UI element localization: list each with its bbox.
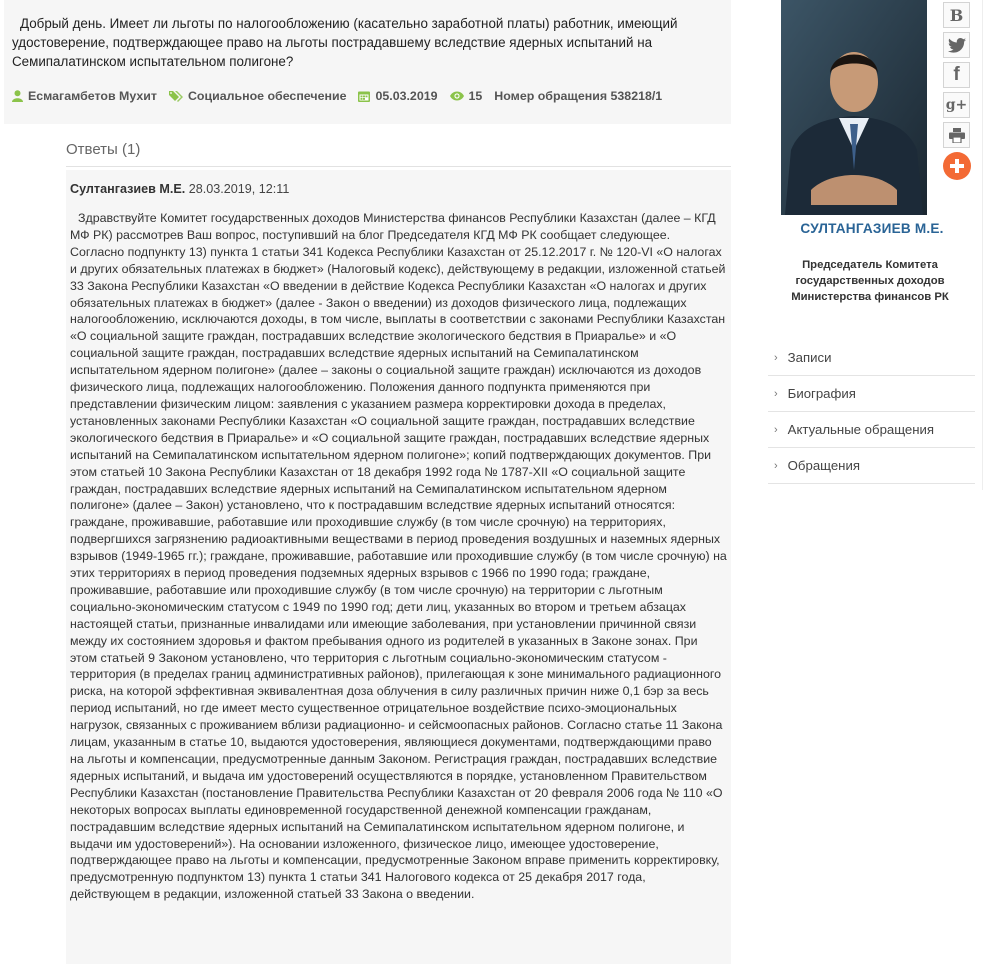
meta-date — [358, 89, 437, 103]
chairman-title: Председатель Комитета государственных доходов Министерства финансов РК — [791, 259, 949, 303]
chevron-right-icon: › — [774, 459, 778, 472]
sidebar-item-biography[interactable] — [768, 376, 975, 412]
chevron-right-icon: › — [774, 387, 778, 400]
views-count: 15 — [468, 89, 483, 103]
facebook-share-button[interactable] — [943, 62, 970, 88]
print-button[interactable] — [943, 122, 970, 148]
print-icon — [949, 128, 965, 143]
tags-icon — [169, 90, 183, 102]
sidebar-item-label: Обращения — [787, 458, 860, 473]
chevron-right-icon: › — [774, 351, 778, 364]
answer-author: Султангазиев М.Е. — [70, 182, 186, 196]
add-share-icon — [949, 158, 965, 174]
eye-icon — [450, 91, 464, 101]
request-number: Номер обращения 538218/1 — [494, 89, 663, 103]
question-meta — [12, 89, 674, 103]
more-share-button[interactable] — [943, 152, 971, 180]
vk-icon: В — [949, 5, 964, 25]
question-text: Добрый день. Имеет ли льготы по налогообложению (касательно заработной платы) работник, имеющий удостоверение, подтверждающее право на льготы пострадавшему вследствие ядерных испытаний на Семипалатинском испытательном полигоне? — [12, 16, 678, 69]
answers-title: Ответы (1) — [66, 141, 731, 167]
sidebar-item-actual-requests[interactable] — [768, 412, 975, 448]
answer-header — [70, 182, 727, 196]
sidebar-item-posts[interactable] — [768, 340, 975, 376]
answer-text: Здравствуйте Комитет государственных доходов Министерства финансов Республики Казахстан (далее – КГД МФ РК) рассмотрев Ваш вопрос, поступивший на блог Председателя КГД МФ РК сообщает следующее. Согласно подпункту 13) пункта 1 статьи 341 Кодекса Республики Казахстан от 25.12.2017 г. № 120-VI «О налогах и других обязательных платежах в бюджет» (Налоговый кодекс), действующему в редакции, изложенной статьей 33 Закона Республики Казахстан «О введении в действие Кодекса Республики Казахстан «О налогах и других обязательных платежах в бюджет» (далее - Закон о введении) из доходов физического лица, подлежащих налогообложению, исключаются доходы, в том числе, выплаты в соответствии с законами Республики Казахстан «О социальной защите граждан, пострадавших вследствие экологического бедствия в Приаралье» и «О социальной защите граждан, пострадавших вследствие ядерных испытаний на Семипалатинском испытательном ядерном полигоне» (далее – законы о социальной защите граждан) исключаются из доходов физического лица, подлежащих налогообложению. Положения данного подпункта применяются при представлении физическим лицом: заявления с указанием размера корректировки дохода в пределах, установленных законами Республики Казахстан «О социальной защите граждан, пострадавших вследствие экологического бедствия в Приаралье» и «О социальной защите граждан, пострадавших вследствие ядерных испытаний на Семипалатинском испытательном ядерном полигоне»; копий подтверждающих документов. При этом статьей 10 Закона Республики Казахстан от 18 декабря 1992 года № 1787-XII «О социальной защите граждан, пострадавших вследствие ядерных испытаний на Семипалатинском испытательном ядерном полигоне» (далее – Закон) установлено, что к пострадавшим вследствие ядерных испытаний относятся: граждане, проживавшие, работавшие или проходившие службу (в том числе срочную) на территориях, подвергшихся загрязнению радиоактивными веществами в период проведения воздушных и наземных ядерных взрывов (1949-1965 гг.); граждане, проживавшие, работавшие или проходившие службу (в том числе срочную) на этих территориях в период проведения подземных ядерных взрывов с 1966 по 1990 года; граждане, проживавшие, работавшие или проходившие службу (в том числе срочную) на территории с льготным социально-экономическим статусом с 1949 по 1990 год; дети лиц, указанных во втором и третьем абзацах настоящей статьи, признанные инвалидами или имеющие заболевания, при установлении причинной связи между их состоянием здоровья и фактом пребывания одного из родителей в указанных в Законе зонах. При этом статьей 9 Законом установлено, что территория с льготным социально-экономическим статусом - территория (в пределах границ административных районов), прилегающая к зоне минимального радиационного риска, на которой эффективная эквивалентная доза облучения в силу различных причин ниже 0,1 бэр за весь период испытаний, но где имеет место существенное отрицательное воздействие психо-эмоциональных нагрузок, связанных с проживанием вблизи радиационно- и сейсмоопасных районов. Согласно статье 11 Закона лицам, указанным в статье 10, выдаются удостоверения, являющиеся документами, подтверждающими право на льготы и компенсации, предусмотренные данным Законом. Регистрация граждан, пострадавших вследствие ядерных испытаний, и выдача им удостоверений осуществляются в порядке, установленном Правительством Республики Казахстан (постановление Правительства Республики Казахстан от 20 февраля 2006 года № 110 «О некоторых вопросах выплаты единовременной государственной денежной компенсации гражданам, пострадавшим вследствие ядерных испытаний на Семипалатинском испытательном ядерном полигоне, и выдачи им удостоверений»). На основании изложенного, физическое лицо, имеющее удостоверение, подтверждающее право на льготы и компенсации, предусмотренные Законом вправе применить корректировку, предусмотренную подпунктом 13) пункта 1 статьи 341 Налогового кодекса от 25 декабря 2017 года, действующем в редакции, изложенной статьей 33 Закона о введении. — [70, 211, 727, 902]
answer-item — [66, 170, 731, 964]
facebook-icon: f — [953, 64, 960, 85]
question-block — [4, 0, 731, 124]
chairman-photo — [781, 0, 927, 215]
author-name: Есмагамбетов Мухит — [28, 89, 157, 103]
user-icon — [12, 90, 23, 102]
google-plus-share-button[interactable] — [943, 92, 970, 118]
meta-category[interactable] — [169, 89, 347, 103]
google-plus-icon: g+ — [945, 97, 968, 113]
sidebar-item-label: Биография — [787, 386, 856, 401]
meta-author[interactable] — [12, 89, 157, 103]
social-share-bar — [943, 2, 970, 180]
sidebar-item-label: Актуальные обращения — [787, 422, 935, 437]
sidebar-menu — [768, 340, 975, 484]
chairman-name[interactable]: СУЛТАНГАЗИЕВ М.Е. — [800, 221, 944, 236]
category-label: Социальное обеспечение — [187, 89, 347, 103]
sidebar-item-requests[interactable] — [768, 448, 975, 484]
chevron-right-icon: › — [774, 423, 778, 436]
question-date: 05.03.2019 — [375, 89, 438, 103]
twitter-share-button[interactable] — [943, 32, 970, 58]
sidebar-item-label: Записи — [787, 350, 832, 365]
vk-share-button[interactable] — [943, 2, 970, 28]
meta-number — [494, 89, 662, 103]
twitter-icon — [948, 38, 966, 53]
calendar-icon — [358, 90, 370, 102]
meta-views — [450, 89, 483, 103]
answer-datetime: 28.03.2019, 12:11 — [188, 182, 290, 196]
